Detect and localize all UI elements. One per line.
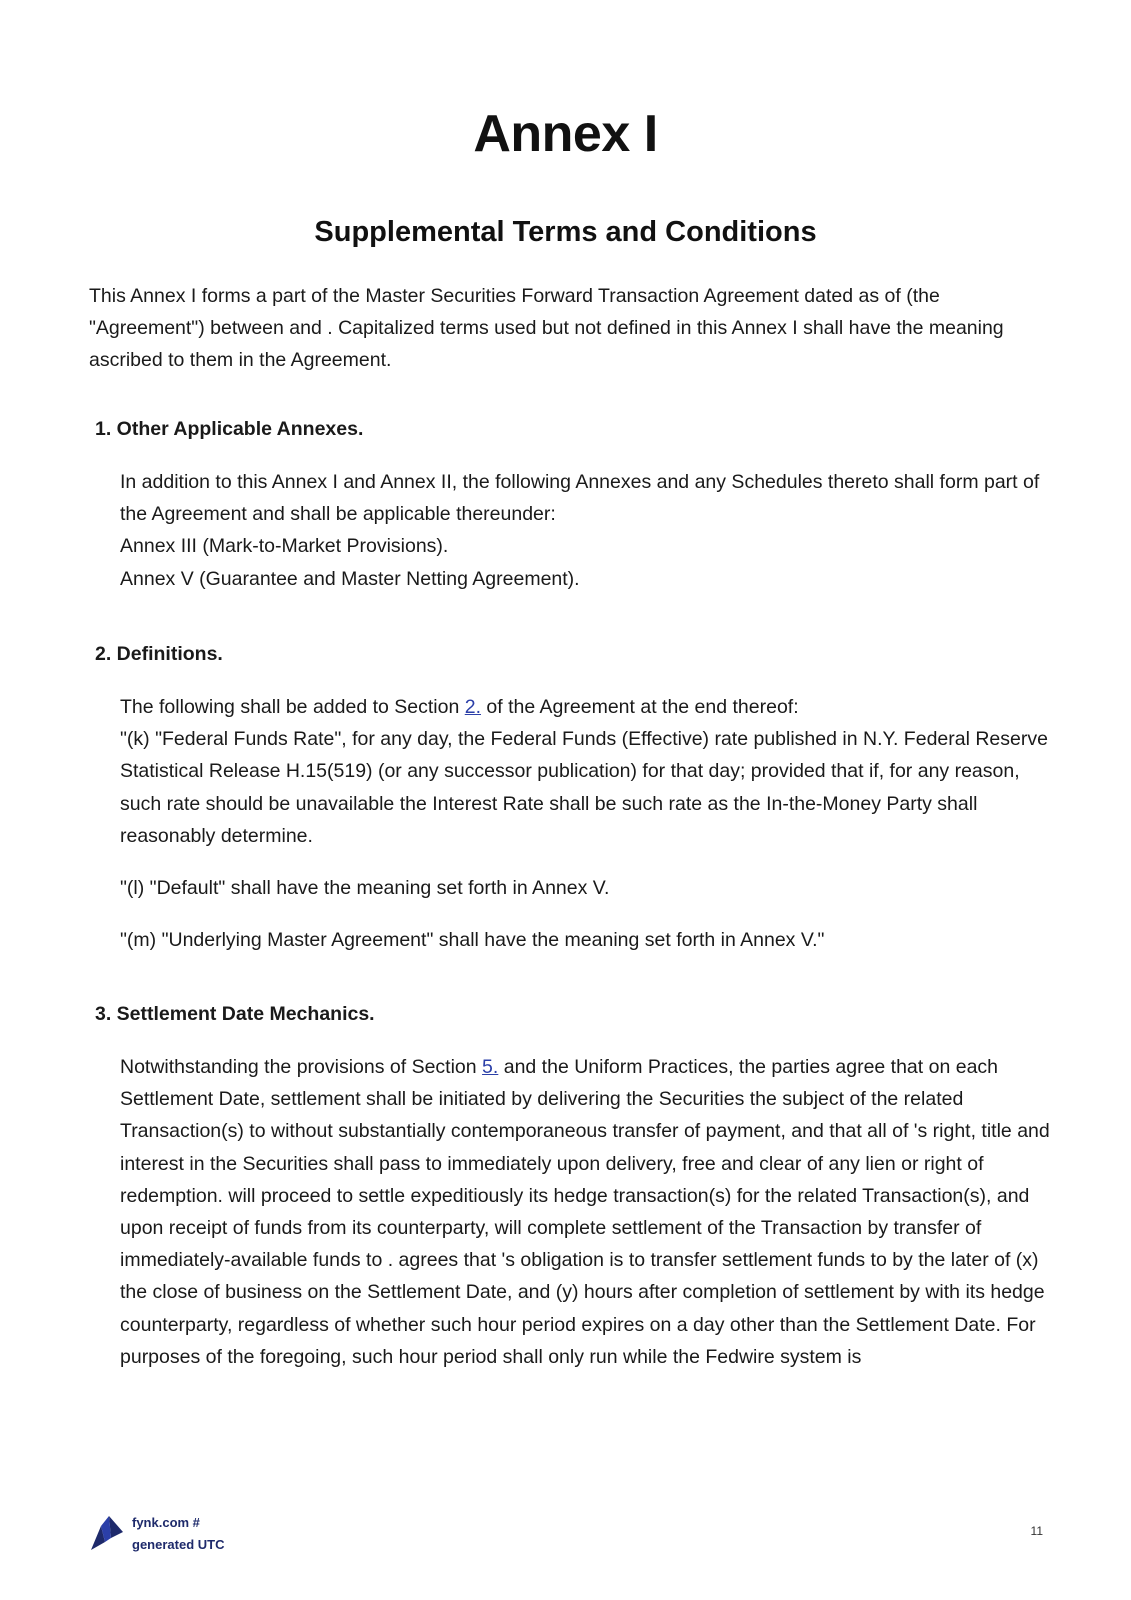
section-2-heading: 2. Definitions.: [95, 643, 223, 665]
definition-m: "(m) "Underlying Master Agreement" shall have the meaning set forth in Annex V.": [120, 929, 825, 952]
section-3-text: [120, 1051, 1055, 1373]
section-2-lead-text-end: of the Agreement at the end thereof:: [481, 696, 799, 718]
section-1-annex-v: Annex V (Guarantee and Master Netting Agreement).: [120, 567, 580, 590]
page-number: 11: [1030, 1524, 1043, 1538]
intro-paragraph: This Annex I forms a part of the Master Securities Forward Transaction Agreement dated as of (the "Agreement") between and . Capitalized terms used but not defined in this Annex I shall have the meaning ascribed to them in the Agreement.: [89, 285, 1004, 371]
section-2-lead: [120, 691, 1055, 723]
footer-generated: generated UTC: [132, 1537, 225, 1552]
page-subtitle: Supplemental Terms and Conditions: [314, 216, 817, 248]
page-title: Annex I: [473, 105, 658, 163]
section-3-text-start: Notwithstanding the provisions of Section: [120, 1056, 483, 1078]
section-5-link[interactable]: 5.: [482, 1056, 499, 1078]
definition-l: "(l) "Default" shall have the meaning set forth in Annex V.: [120, 877, 610, 900]
section-1-heading: 1. Other Applicable Annexes.: [95, 418, 364, 440]
section-1-body: [120, 466, 1055, 595]
definition-k: "(k) "Federal Funds Rate", for any day, the Federal Funds (Effective) rate published in N.Y. Federal Reserve Statistical Release H.15(519) (or any successor publication) for that day; provided that if, for any reason, such rate should be unavailable the Interest Rate shall be such rate as the In-the-Money Party shall reasonably determine.: [120, 728, 1048, 847]
section-3-body: [120, 1051, 1055, 1373]
section-2-body: [120, 691, 1055, 956]
section-2-link[interactable]: 2.: [464, 696, 481, 718]
section-1-annex-iii: Annex III (Mark-to-Market Provisions).: [120, 535, 449, 558]
footer-text: [132, 1512, 224, 1556]
section-3-heading: 3. Settlement Date Mechanics.: [95, 1003, 375, 1025]
section-1-text: In addition to this Annex I and Annex II, the following Annexes and any Schedules thereto shall form part of the Agreement and shall be applicable thereunder:: [120, 471, 1040, 526]
fynk-logo-icon: [89, 1512, 125, 1552]
footer-site[interactable]: fynk.com #: [132, 1515, 200, 1530]
section-3-text-rest: and the Uniform Practices, the parties agree that on each Settlement Date, settlement shall be initiated by delivering the Securities the subject of the related Transaction(s) to without substantially contemporaneous transfer of payment, and that all of 's right, title and interest in the Securities shall pass to immediately upon delivery, free and clear of any lien or right of redemption. will proceed to settle expeditiously its hedge transaction(s) for the related Transaction(s), and upon receipt of funds from its counterparty, will complete settlement of the Transaction by transfer of immediately-available funds to . agrees that 's obligation is to transfer settlement funds to by the later of (x) the close of business on the Settlement Date, and (y) hours after completion of settlement by with its hedge counterparty, regardless of whether such hour period expires on a day other than the Settlement Date. For purposes of the foregoing, such hour period shall only run while the Fedwire system is: [120, 1056, 1050, 1368]
section-2-lead-text: The following shall be added to Section: [120, 696, 465, 718]
